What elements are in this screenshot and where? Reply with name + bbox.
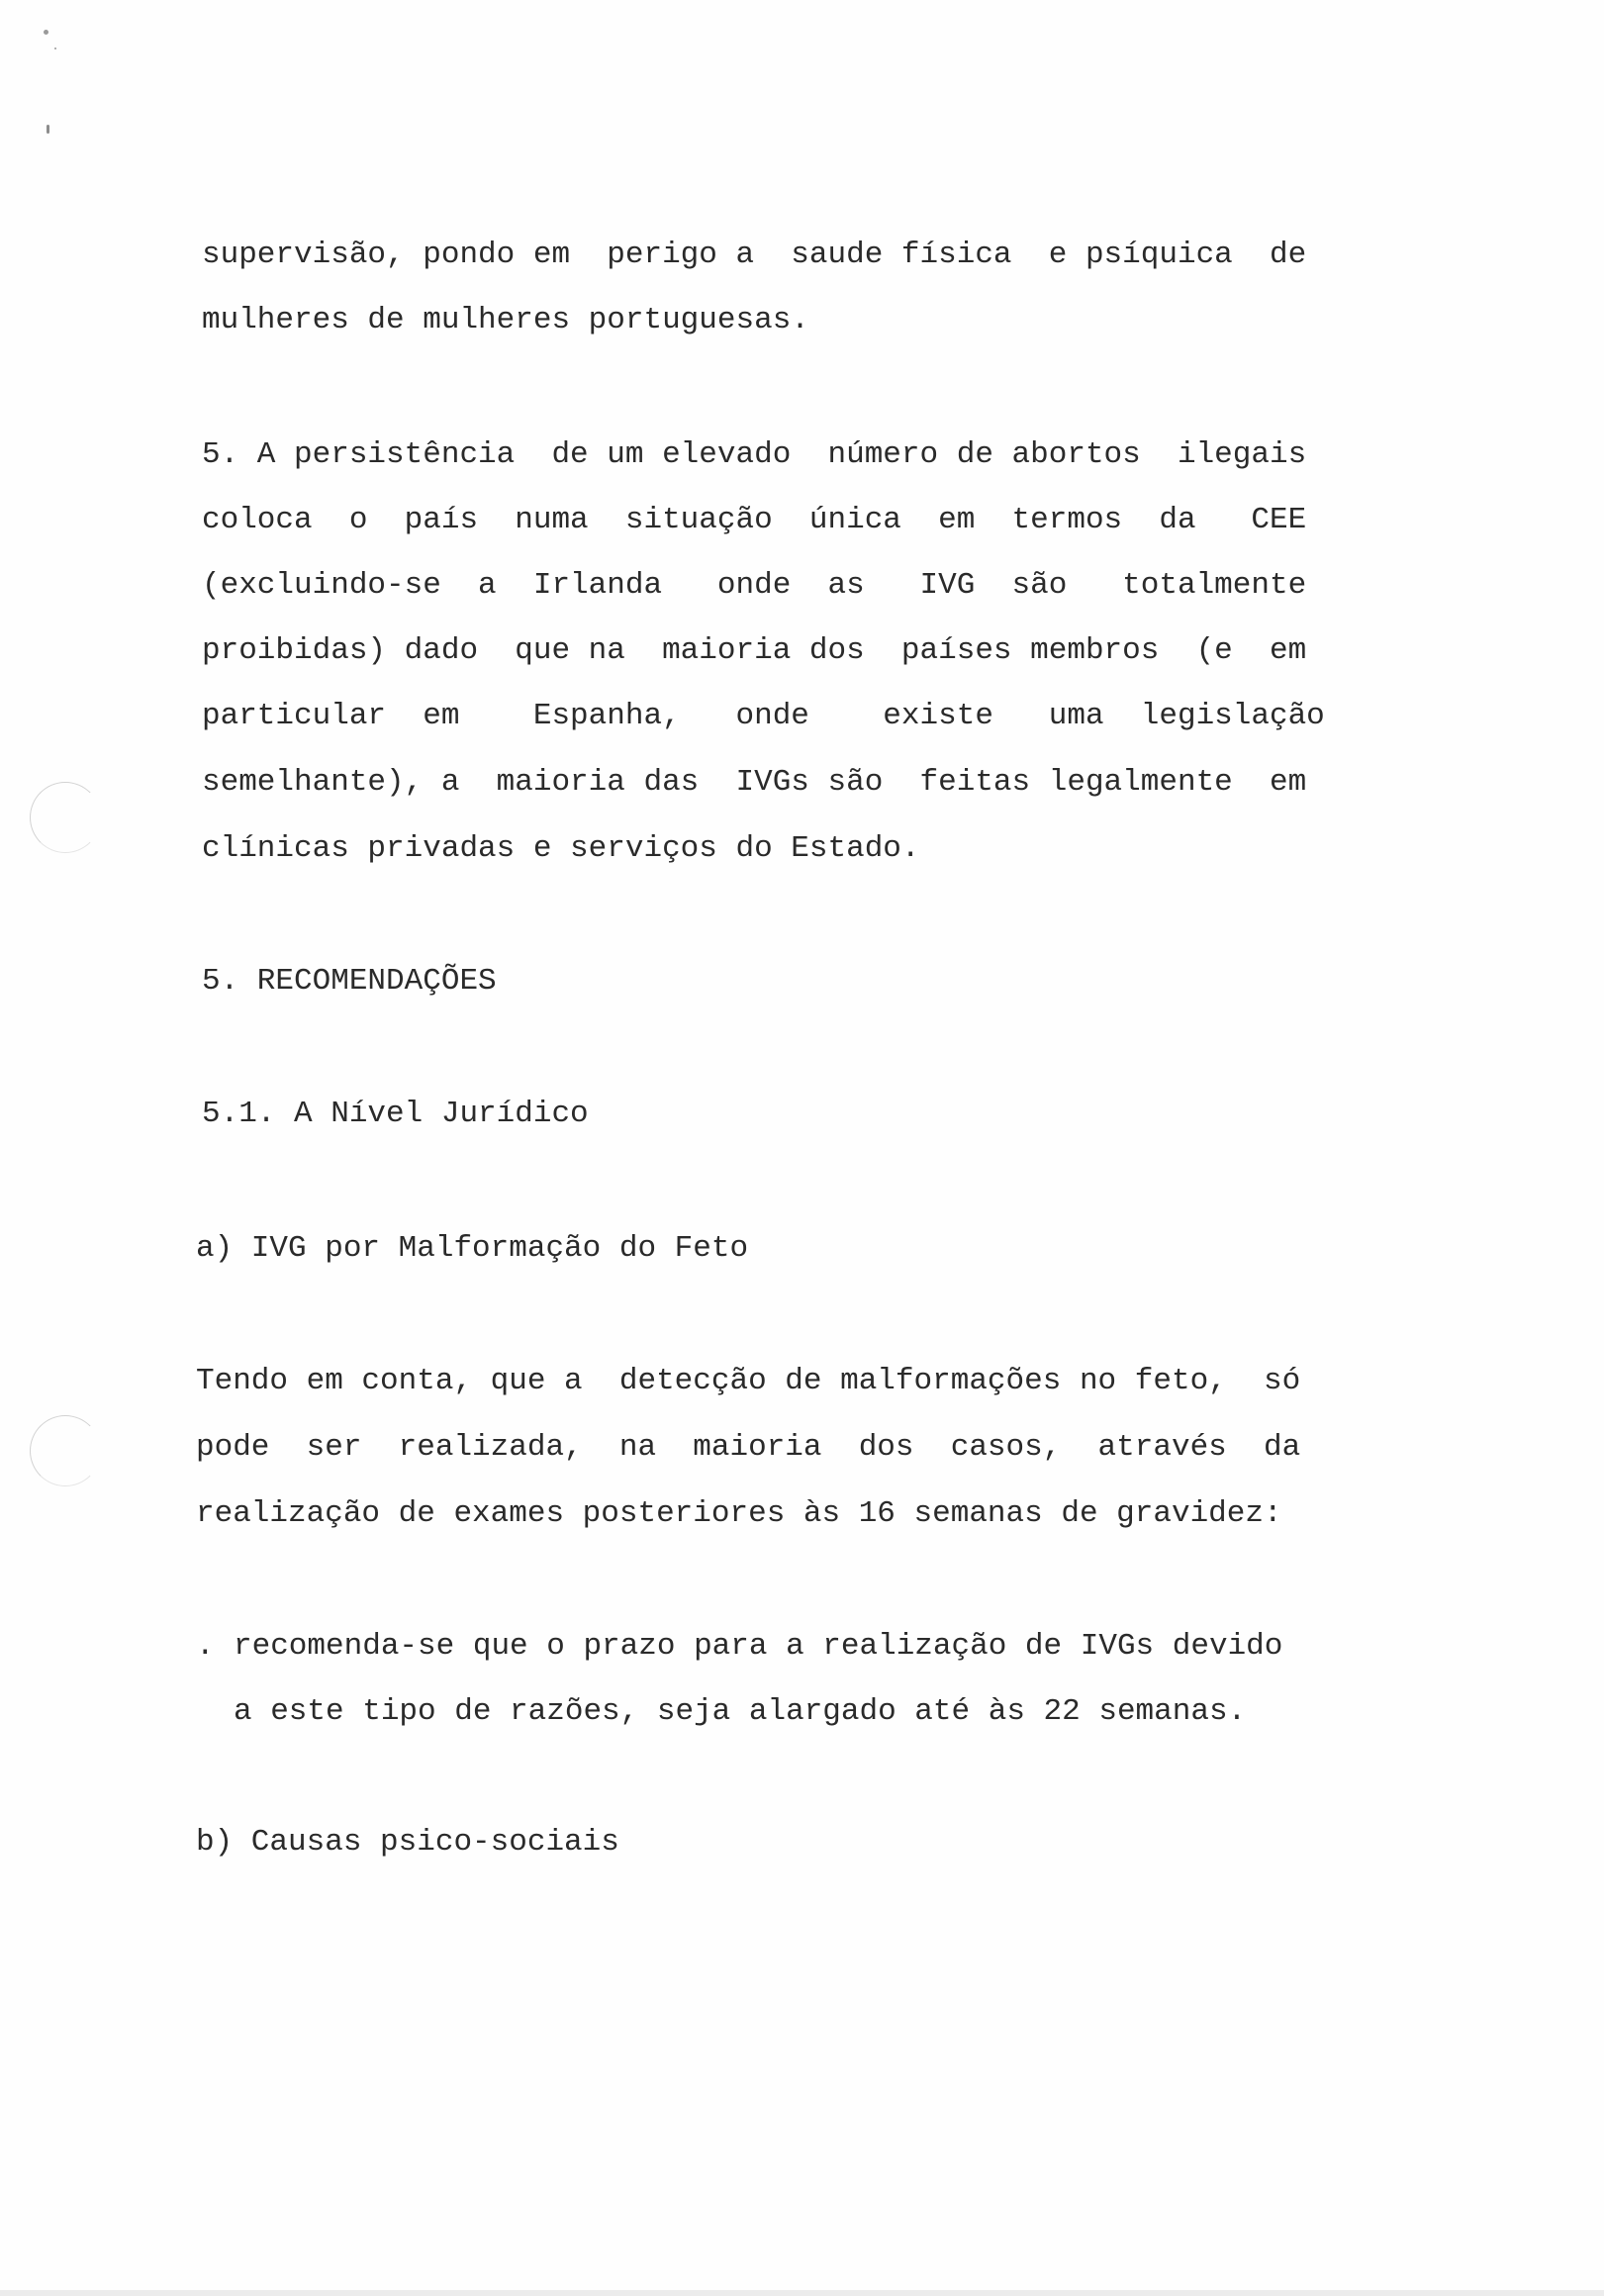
- subsection-heading: 5.1. A Nível Jurídico: [202, 1097, 589, 1131]
- item-a-line-2: pode ser realizada, na maioria dos casos, através da: [196, 1430, 1301, 1465]
- bullet-line-1: recomenda-se que o prazo para a realização de IVGs devido: [234, 1629, 1283, 1664]
- continuation-line-2: mulheres de mulheres portuguesas.: [202, 303, 809, 337]
- scan-speck: [54, 48, 56, 49]
- bullet-marker: .: [196, 1629, 215, 1664]
- section-heading: 5. RECOMENDAÇÕES: [202, 964, 497, 999]
- paragraph-5-line-1: 5. A persistência de um elevado número de abortos ilegais: [202, 437, 1307, 472]
- item-a-line-1: Tendo em conta, que a detecção de malformações no feto, só: [196, 1364, 1301, 1398]
- continuation-line-1: supervisão, pondo em perigo a saude física e psíquica de: [202, 238, 1307, 272]
- item-b-heading: b) Causas psico-sociais: [196, 1825, 619, 1860]
- paragraph-5-line-2: coloca o país numa situação única em termos da CEE: [202, 503, 1307, 537]
- scan-speck: [44, 30, 48, 35]
- bullet-line-2: a este tipo de razões, seja alargado até às 22 semanas.: [234, 1694, 1247, 1729]
- punch-hole-upper: [30, 782, 101, 853]
- scan-bottom-edge: [0, 2290, 1604, 2296]
- paragraph-5-line-3: (excluindo-se a Irlanda onde as IVG são totalmente: [202, 568, 1307, 603]
- paragraph-5-line-7: clínicas privadas e serviços do Estado.: [202, 831, 920, 866]
- paragraph-5-line-5: particular em Espanha, onde existe uma legislação: [202, 699, 1325, 733]
- paragraph-5-line-6: semelhante), a maioria das IVGs são feitas legalmente em: [202, 765, 1307, 800]
- scan-speck: [47, 125, 49, 134]
- punch-hole-lower: [30, 1415, 101, 1486]
- item-a-line-3: realização de exames posteriores às 16 semanas de gravidez:: [196, 1496, 1282, 1531]
- item-a-heading: a) IVG por Malformação do Feto: [196, 1231, 749, 1266]
- paragraph-5-line-4: proibidas) dado que na maioria dos países membros (e em: [202, 633, 1307, 668]
